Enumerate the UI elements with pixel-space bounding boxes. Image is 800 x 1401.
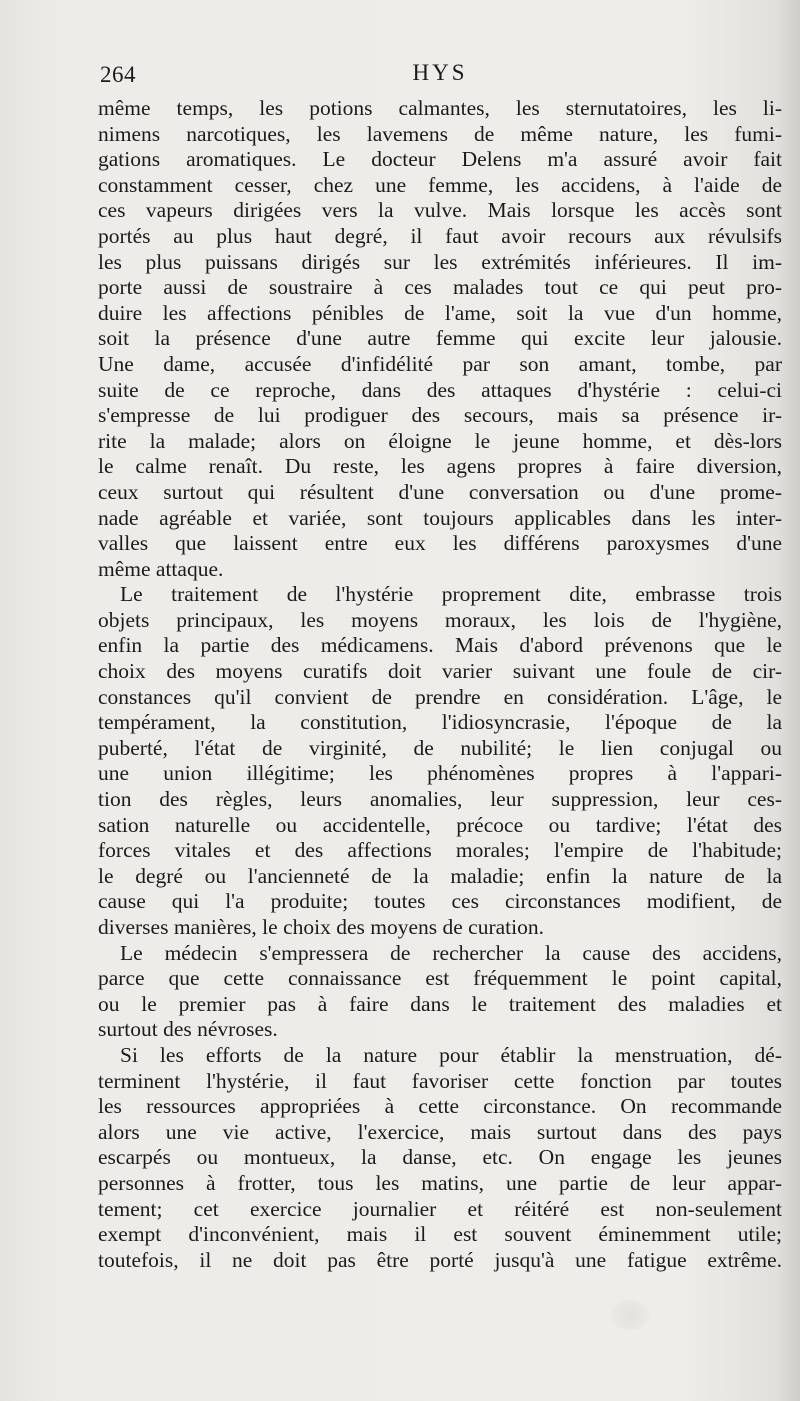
text-line: forces vitales et des affections morales; l'empire de l'habitude; [98,838,782,863]
text-line: nimens narcotiques, les lavemens de même nature, les fumi- [98,121,782,146]
text-line: duire les affections pénibles de l'ame, soit la vue d'un homme, [98,300,782,325]
body-text [98,96,782,1273]
text-line: Le traitement de l'hystérie proprement dite, embrasse trois [120,582,782,607]
text-line: parce que cette connaissance est fréquemment le point capital, [98,966,782,991]
text-line: choix des moyens curatifs doit varier suivant une foule de cir- [98,659,782,684]
running-head: HYS [412,60,468,85]
text-line: ou le premier pas à faire dans le traitement des maladies et [98,991,782,1016]
text-line: tion des règles, leurs anomalies, leur suppression, leur ces- [98,787,782,812]
text-line: Le médecin s'empressera de rechercher la cause des accidens, [120,940,782,965]
text-line: rite la malade; alors on éloigne le jeune homme, et dès-lors [98,428,782,453]
text-line: tement; cet exercice journalier et réitéré est non-seulement [98,1196,782,1221]
text-line: une union illégitime; les phénomènes propres à l'appari- [98,761,782,786]
text-line: le degré ou l'ancienneté de la maladie; enfin la nature de la [98,863,782,888]
text-line: portés au plus haut degré, il faut avoir recours aux révulsifs [98,223,782,248]
text-line: soit la présence d'une autre femme qui excite leur jalousie. [98,326,782,351]
text-line: terminent l'hystérie, il faut favoriser cette fonction par toutes [98,1068,782,1093]
text-line: gations aromatiques. Le docteur Delens m'a assuré avoir fait [98,147,782,172]
text-line: ceux surtout qui résultent d'une conversation ou d'une prome- [98,479,782,504]
text-line: diverses manières, le choix des moyens de curation. [98,915,544,939]
text-line: personnes à frotter, tous les matins, une partie de leur appar- [98,1170,782,1195]
text-line: ces vapeurs dirigées vers la vulve. Mais lorsque les accès sont [98,198,782,223]
text-line: nade agréable et variée, sont toujours applicables dans les inter- [98,505,782,530]
text-line: Une dame, accusée d'infidélité par son amant, tombe, par [98,351,782,376]
text-line: même attaque. [98,556,224,581]
text-line: enfin la partie des médicamens. Mais d'abord prévenons que le [98,633,782,658]
text-line: constances qu'il convient de prendre en considération. L'âge, le [98,684,782,709]
text-line: même temps, les potions calmantes, les sternutatoires, les li- [98,96,782,120]
page-number: 264 [100,62,136,87]
text-line: toutefois, il ne doit pas être porté jusqu'à une fatigue extrême. [98,1247,782,1272]
page-header [100,60,780,94]
text-line: cause qui l'a produite; toutes ces circonstances modifient, de [98,889,782,914]
text-line: escarpés ou montueux, la danse, etc. On engage les jeunes [98,1145,782,1170]
text-line: porte aussi de soustraire à ces malades tout ce qui peut pro- [98,275,782,300]
text-line: suite de ce reproche, dans des attaques d'hystérie : celui-ci [98,377,782,402]
text-line: valles que laissent entre eux les différens paroxysmes d'une [98,531,782,556]
text-line: les plus puissans dirigés sur les extrémités inférieures. Il im- [98,249,782,274]
text-line: objets principaux, les moyens moraux, les lois de l'hygiène, [98,607,782,632]
text-line: Si les efforts de la nature pour établir la menstruation, dé- [120,1042,782,1067]
text-line: le calme renaît. Du reste, les agens propres à faire diversion, [98,454,782,479]
text-line: puberté, l'état de virginité, de nubilité; le lien conjugal ou [98,735,782,760]
text-line: exempt d'inconvénient, mais il est souvent éminemment utile; [98,1222,782,1247]
text-line: constamment cesser, chez une femme, les accidens, à l'aide de [98,172,782,197]
text-line: surtout des névroses. [98,1017,278,1042]
text-line: les ressources appropriées à cette circonstance. On recommande [98,1094,782,1119]
text-line: s'empresse de lui prodiguer des secours, mais sa présence ir- [98,403,782,428]
text-line: tempérament, la constitution, l'idiosyncrasie, l'époque de la [98,710,782,735]
paper-smudge [610,1300,650,1330]
text-line: alors une vie active, l'exercice, mais surtout dans des pays [98,1119,782,1144]
text-line: sation naturelle ou accidentelle, précoce ou tardive; l'état des [98,812,782,837]
